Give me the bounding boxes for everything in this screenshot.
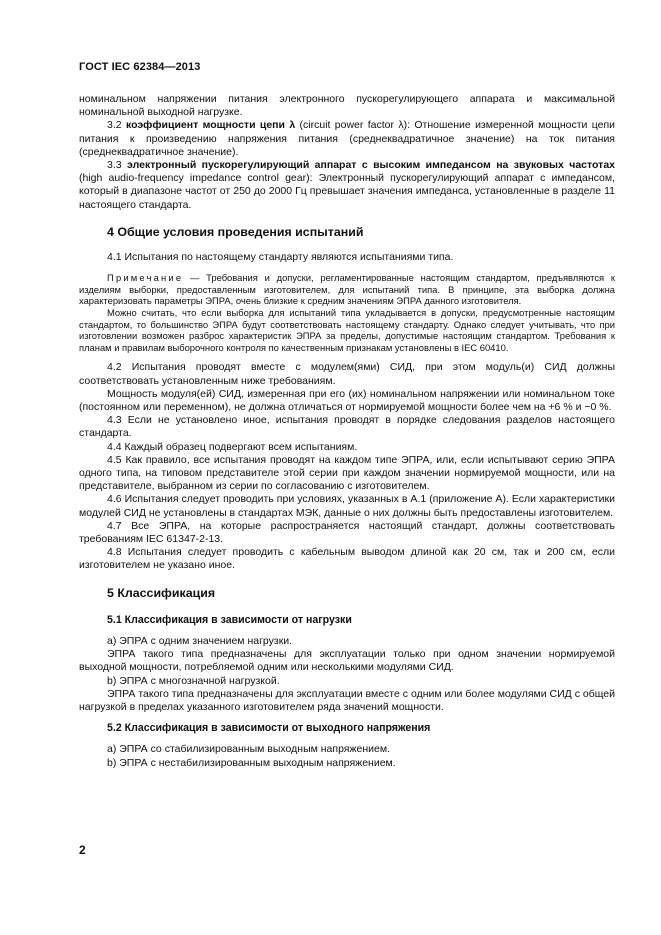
subsection-5-1-heading: 5.1 Классификация в зависимости от нагрузки bbox=[107, 613, 352, 626]
clause-4-2-power: Мощность модуля(ей) СИД, измеренная при его (их) номинальном напряжении или номинальном токе (постоянном или переменном), не должна отличаться от нормируемой мощности более чем на +6 % и −0 %. bbox=[79, 387, 615, 413]
clause-4-4: 4.4 Каждый образец подвергают всем испытаниям. bbox=[107, 440, 358, 453]
clause-4-5: 4.5 Как правило, все испытания проводят на каждом типе ЭПРА, или, если испытывают серию ЭПРА одного типа, на типовом представителе этой серии при каждом значении нормируемой мощности, или на представителе, выбранном из серии по согласованию с изготовителем. bbox=[79, 453, 615, 493]
clause-3-3 bbox=[79, 159, 615, 212]
term: коэффициент мощности цепи bbox=[125, 119, 285, 132]
term: электронный пускорегулирующий аппарат с высоким импедансом на звуковых частотах bbox=[127, 159, 615, 172]
definition-text: (high audio-frequency impedance control gear): Электронный пускорегулирующий аппарат с импедансом, который в диапазоне частот от 250 до 2000 Гц превышает значения импеданса, установленные в разделе 11 настоящего стандарта. bbox=[79, 172, 615, 211]
item-b2: b) ЭПРА с нестабилизированным выходным напряжением. bbox=[107, 756, 396, 769]
page-body bbox=[79, 93, 615, 770]
clause-number: 3.3 bbox=[107, 159, 122, 172]
note-text: — Требования и допуски, регламентированные настоящим стандартом, предъявляются к изделиям выборки, предоставленным изготовителем, для испытаний типа. В принципе, эта выборка должна характеризовать параметры ЭПРА, очень близкие к средним значениям ЭПРА данного изготовителя. bbox=[79, 272, 615, 307]
item-a-text: ЭПРА такого типа предназначены для эксплуатации только при одном значении нормируемой выходной мощности, потребляемой одним или несколькими модулями СИД. bbox=[79, 648, 615, 674]
paragraph-continuation: номинальном напряжении питания электронного пускорегулирующего аппарата и максимальной номинальной выходной нагрузке. bbox=[79, 93, 615, 119]
clause-4-8: 4.8 Испытания следует проводить с кабельным выводом длиной как 20 см, так и 200 см, если изготовителем не указано иное. bbox=[79, 546, 615, 572]
section-5-heading: 5 Классификация bbox=[107, 585, 216, 600]
clause-3-2 bbox=[79, 119, 615, 159]
definition-text: (circuit power factor λ): Отношение измеренной мощности цепи питания к произведению напряжения питания (среднеквадратичное значение) на ток питания (среднеквадратичное значение). bbox=[79, 119, 616, 158]
item-a2: a) ЭПРА со стабилизированным выходным напряжением. bbox=[107, 743, 390, 756]
note-2: Можно считать, что если выборка для испытаний типа укладывается в допуски, предусмотренные настоящим стандартом, то большинство ЭПРА будут соответствовать настоящему стандарту. Однако следует учитывать, что при изготовлении возможен разброс характеристик ЭПРА за пределы, допустимые настоящим стандартом. Требования к планам и правилам выборочного контроля по качественным признакам установлены в IEC 60410. bbox=[79, 307, 615, 353]
item-b-text: ЭПРА такого типа предназначены для эксплуатации вместе с одним или более модулями СИД с общей нагрузкой в пределах указанного изготовителем ряда значений мощности. bbox=[79, 687, 615, 714]
page-number: 2 bbox=[79, 843, 86, 857]
term-symbol: λ bbox=[289, 119, 296, 132]
clause-4-7: 4.7 Все ЭПРА, на которые распространяется настоящий стандарт, должны соответствовать требованиям IEC 61347-2-13. bbox=[79, 519, 615, 546]
note-1 bbox=[79, 272, 615, 307]
item-b: b) ЭПРА с многозначной нагрузкой. bbox=[107, 674, 280, 687]
clause-4-2: 4.2 Испытания проводят вместе с модулем(ями) СИД, при этом модуль(и) СИД должны соответствовать установленным ниже требованиям. bbox=[79, 361, 615, 387]
clause-4-1: 4.1 Испытания по настоящему стандарту являются испытаниями типа. bbox=[107, 251, 454, 264]
clause-number: 3.2 bbox=[107, 119, 122, 132]
section-4-heading: 4 Общие условия проведения испытаний bbox=[107, 224, 364, 239]
clause-4-3: 4.3 Если не установлено иное, испытания проводят в порядке следования разделов настоящего стандарта. bbox=[79, 414, 615, 440]
subsection-5-2-heading: 5.2 Классификация в зависимости от выходного напряжения bbox=[107, 722, 431, 735]
clause-4-6: 4.6 Испытания следует проводить при условиях, указанных в А.1 (приложение А). Если характеристики модулей СИД не установлены в стандартах МЭК, данные о них должны быть предоставлены изготовителем. bbox=[79, 493, 615, 519]
note-label: Примечание bbox=[107, 272, 184, 284]
item-a: a) ЭПРА с одним значением нагрузки. bbox=[107, 635, 293, 648]
running-header: ГОСТ IEC 62384—2013 bbox=[79, 61, 201, 73]
